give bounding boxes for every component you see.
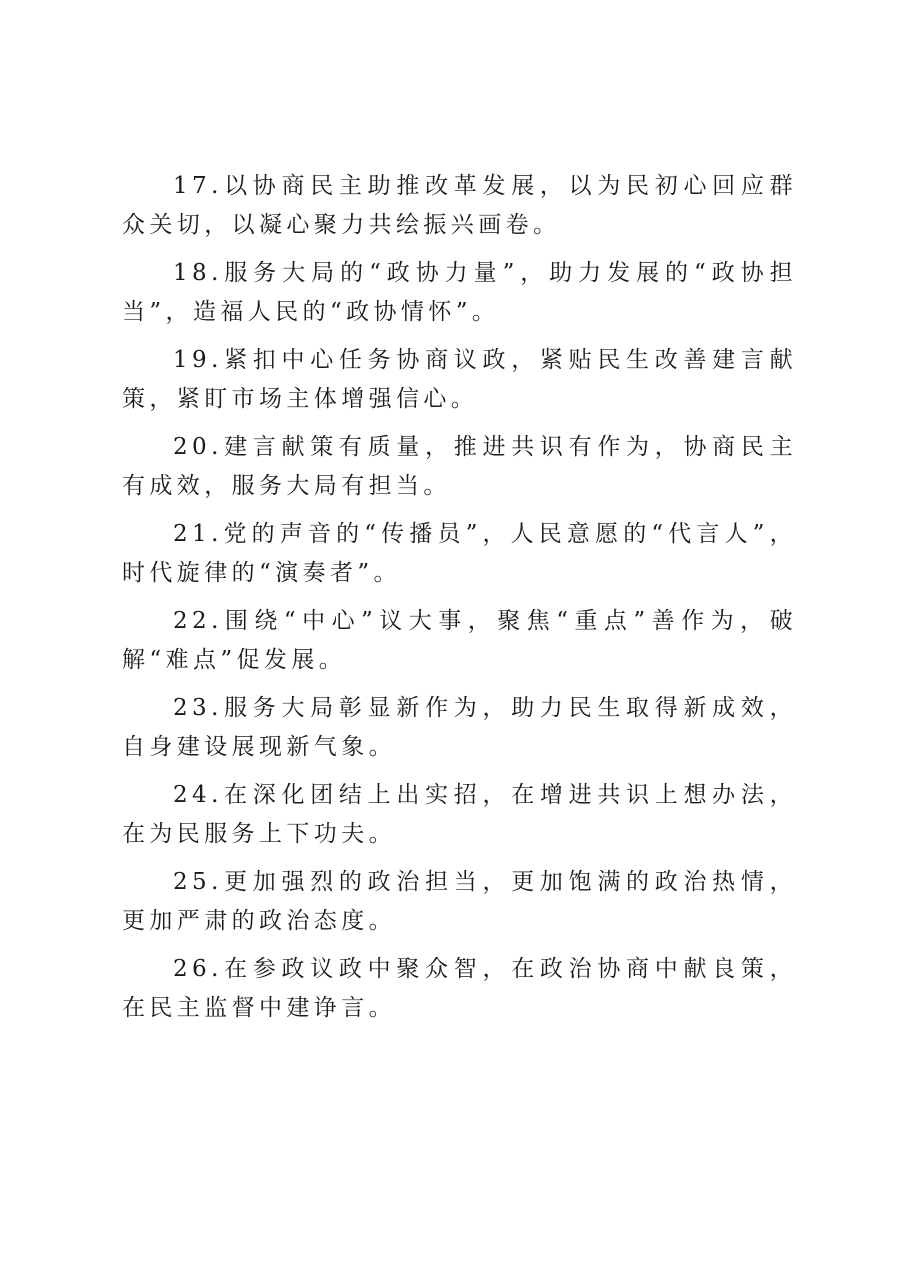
item-number: 17. (173, 173, 223, 199)
item-text: 紧扣中心任务协商议政，紧贴民生改善建言献策，紧盯市场主体增强信心。 (122, 347, 797, 412)
item-text: 更加强烈的政治担当，更加饱满的政治热情，更加严肃的政治态度。 (122, 869, 797, 934)
list-item (122, 602, 797, 680)
list-item (122, 254, 797, 332)
list-item (122, 428, 797, 506)
list-item (122, 167, 797, 245)
item-text: 服务大局彰显新作为，助力民生取得新成效，自身建设展现新气象。 (122, 695, 797, 760)
item-number: 22. (173, 608, 223, 634)
item-number: 26. (173, 956, 223, 982)
list-item (122, 341, 797, 419)
list-item (122, 515, 797, 593)
item-text: 党的声音的“传播员”，人民意愿的“代言人”，时代旋律的“演奏者”。 (122, 521, 797, 586)
item-number: 23. (173, 695, 223, 721)
item-number: 21. (173, 521, 223, 547)
list-item (122, 776, 797, 854)
item-text: 在深化团结上出实招，在增进共识上想办法，在为民服务上下功夫。 (122, 782, 797, 847)
item-number: 24. (173, 782, 223, 808)
list-item (122, 863, 797, 941)
item-number: 18. (173, 260, 223, 286)
item-text: 建言献策有质量，推进共识有作为，协商民主有成效，服务大局有担当。 (122, 434, 797, 499)
item-number: 19. (173, 347, 223, 373)
item-text: 服务大局的“政协力量”，助力发展的“政协担当”，造福人民的“政协情怀”。 (122, 260, 797, 325)
item-text: 在参政议政中聚众智，在政治协商中献良策，在民主监督中建诤言。 (122, 956, 797, 1021)
list-item (122, 689, 797, 767)
slogan-list (122, 167, 797, 1037)
item-number: 25. (173, 869, 223, 895)
item-text: 以协商民主助推改革发展，以为民初心回应群众关切，以凝心聚力共绘振兴画卷。 (122, 173, 797, 238)
list-item (122, 950, 797, 1028)
item-number: 20. (173, 434, 223, 460)
item-text: 围绕“中心”议大事，聚焦“重点”善作为，破解“难点”促发展。 (122, 608, 797, 673)
